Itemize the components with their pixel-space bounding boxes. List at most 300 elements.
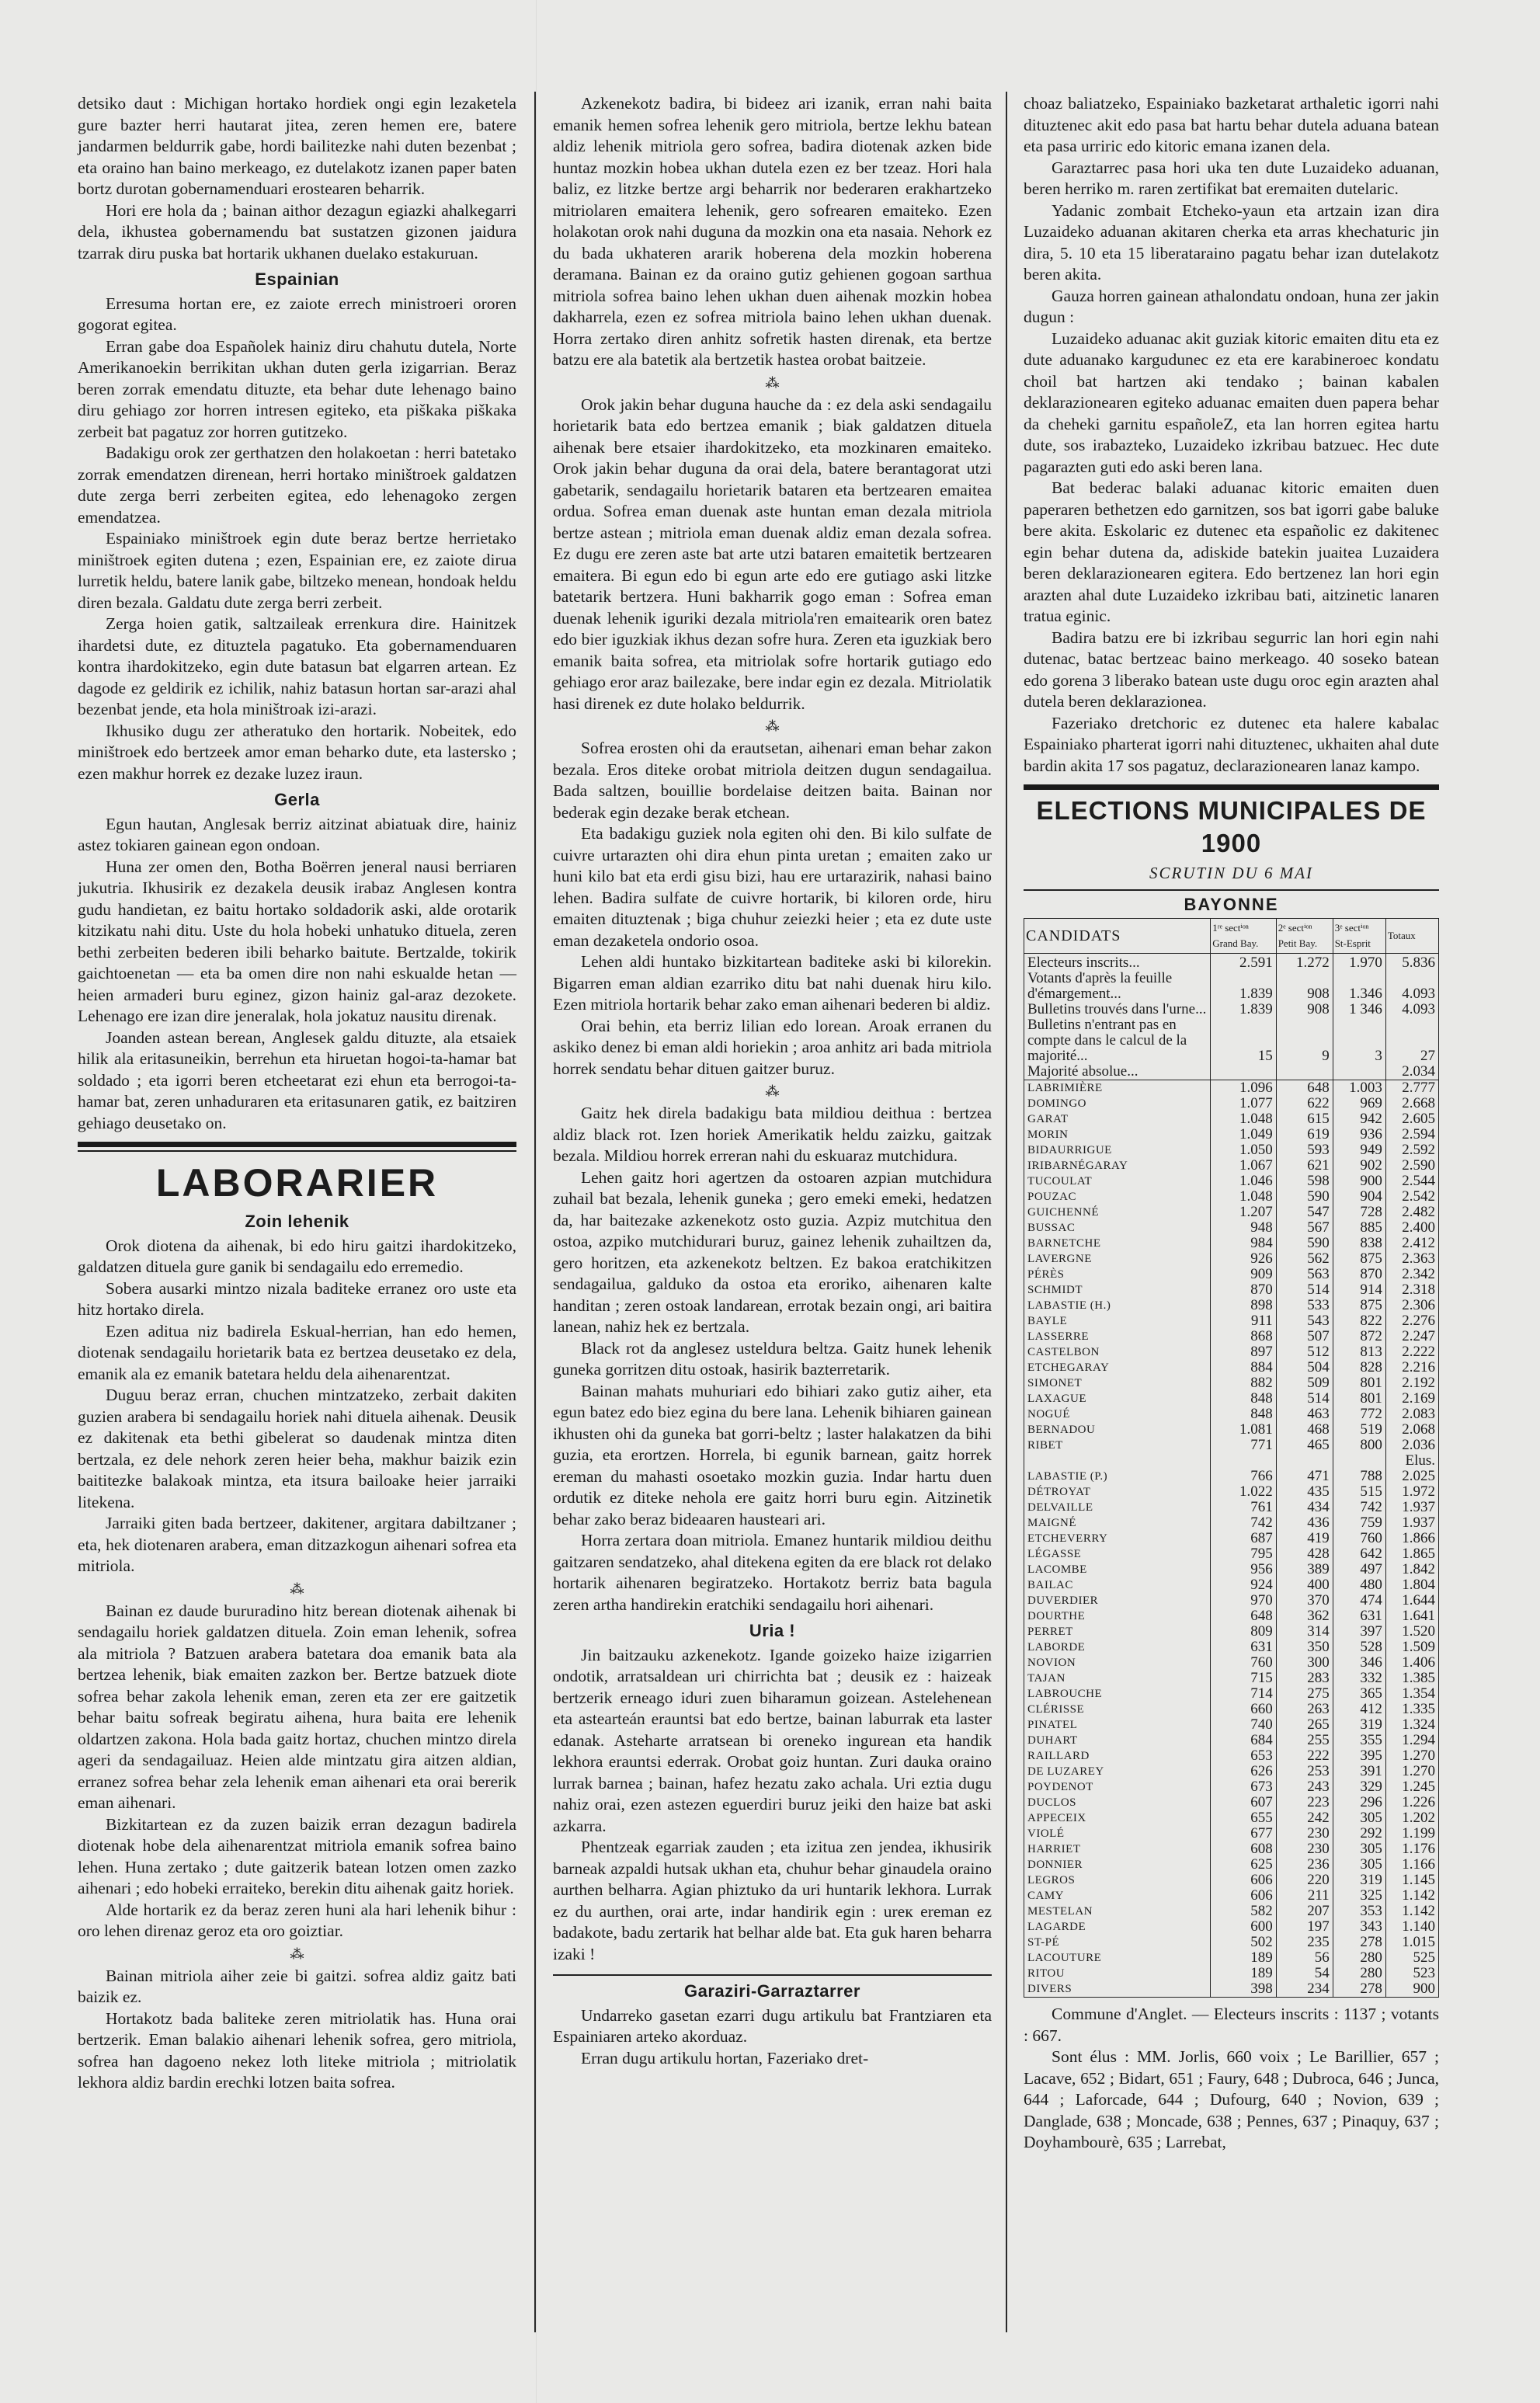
vote-count: 207	[1276, 1904, 1333, 1919]
vote-count: 606	[1211, 1888, 1276, 1904]
vote-count: 507	[1276, 1329, 1333, 1344]
candidate-row	[1024, 1267, 1439, 1282]
vote-count: 434	[1276, 1500, 1333, 1515]
candidate-row	[1024, 1096, 1439, 1111]
vote-count: 242	[1276, 1810, 1333, 1826]
vote-count: 305	[1333, 1810, 1385, 1826]
stats-row	[1024, 954, 1439, 972]
vote-count: 362	[1276, 1608, 1333, 1624]
candidate-name: DUHART	[1024, 1733, 1211, 1748]
candidate-row	[1024, 1873, 1439, 1888]
candidate-name: BARNETCHE	[1024, 1236, 1211, 1251]
paragraph: Eta badakigu guziek nola egiten ohi den. Bi kilo sulfate de cuivre urtarazten ohi dira ehun pinta uretan ; emaiten zako ur huni kilo bat eta erdi gisu bizi, hau ere urtarazirik, nahasi baino lehen. Badira sulfate de cuivre hortarik, bi kiloren orde, hiru emaiten dituztenak ; biga chuhur zeiezki heier ; eta ez dute uste eman dezaketela ondorio osoa.	[553, 824, 992, 950]
vote-count	[1333, 1453, 1385, 1469]
vote-count: 900	[1333, 1174, 1385, 1189]
candidates-body	[1024, 1080, 1439, 1998]
vote-count: 235	[1276, 1935, 1333, 1950]
paragraph: Egun hautan, Anglesak berriz aitzinat abiatuak dire, hainiz astez tokiaren gainean egon ondoan.	[78, 814, 516, 854]
stat-value: 2.591	[1211, 954, 1276, 972]
candidate-row	[1024, 1748, 1439, 1764]
vote-count: 800	[1333, 1438, 1385, 1453]
stat-value: 9	[1276, 1017, 1333, 1064]
candidate-row	[1024, 1981, 1439, 1998]
vote-count: 346	[1333, 1655, 1385, 1671]
vote-count: 1.142	[1385, 1888, 1438, 1904]
vote-count: 2.216	[1385, 1360, 1438, 1375]
vote-count: 2.668	[1385, 1096, 1438, 1111]
vote-count: 353	[1333, 1904, 1385, 1919]
vote-count: 1.142	[1385, 1904, 1438, 1919]
candidate-row	[1024, 1142, 1439, 1158]
vote-count: 1.003	[1333, 1080, 1385, 1097]
vote-count: 523	[1385, 1966, 1438, 1981]
candidate-row	[1024, 1205, 1439, 1220]
vote-count: 1.166	[1385, 1857, 1438, 1873]
paragraph: Azkenekotz badira, bi bideez ari izanik, erran nahi baita emanik hemen sofrea lehenik gero mitriola, bertze lekhu batean aldiz lehenik mitriola gero sofrea, badira diotenak azken bide huntaz mozkin hobea ukhan dutela ezen ez ber tzeaz. Hori hala baliz, ez litzke bertze argi beharrik nor bederaren erakhartzeko mitriolaren emaitera lehenik, gero sofrearen emaiteko. Ezen holakotan orok nahi duguna da mozkin ona eta nasaia. Nehork ez du bada ukhateren ararik hoberena dela mozkin hoberena deramana. Bainan ez da oraino gutiz gehienen gogoan sarthua mitriola sofrea baino lehen ukhan duen aihenak mozkin hobea dakharrela, ezen ez sofrea mitriola baino lehen ukhan duenak. Horra zertako diren anhitz sofretik hasten direnak, eta bertze batzu ere ala batetik ala bertzetik hastea orobat baitzeie.	[553, 94, 992, 369]
vote-count: 1.842	[1385, 1562, 1438, 1577]
election-results-table	[1024, 918, 1439, 1998]
paragraph: Lehen gaitz hori agertzen da ostoaren azpian mutchidura zuhail bat bezala, lehenik guneka ; gero emeki emeki, hedatzen da, har baitezake azkenekotz osto guzia. Azpiz mutchitua den ostoa, azpiko mutchidurari buruz, gainez lehenik zuhailtzen da, gero horitzen, eta azkenekotz beltzen. Ez bakoa eratchikitzen sendagailua, galduko da ostoa eta eroriko, aihenaren kalte handitan ; zeren ostoak landarean, errotak bezain ongi, ari baitira lanean, nahiz hek ez bertzala.	[553, 1167, 992, 1336]
vote-count: 1.335	[1385, 1702, 1438, 1717]
candidate-row	[1024, 1857, 1439, 1873]
vote-count: 389	[1276, 1562, 1333, 1577]
vote-count: 677	[1211, 1826, 1276, 1841]
paragraph: Ezen aditua niz badirela Eskual-herrian, han edo hemen, diotenak sendagailu horietarik bata ez bertzea deusetako ez dela, emanik ala ez emanik batetara heldu dela aihenarentzat.	[78, 1321, 516, 1383]
paragraph: Ikhusiko dugu zer atheratuko den hortarik. Nobeitek, edo miništ​roek edo bertzeek amor eman beharko dute, eta lastersko ; ezen makhur horrek ez dezake luzez iraun.	[78, 721, 516, 783]
vote-count: 648	[1211, 1608, 1276, 1624]
vote-count: 848	[1211, 1407, 1276, 1422]
vote-count: 2.400	[1385, 1220, 1438, 1236]
vote-count: 936	[1333, 1127, 1385, 1142]
candidate-row	[1024, 1733, 1439, 1748]
vote-count: 319	[1333, 1717, 1385, 1733]
vote-count: 2.605	[1385, 1111, 1438, 1127]
vote-count: 2.318	[1385, 1282, 1438, 1298]
vote-count: 54	[1276, 1966, 1333, 1981]
vote-count: 278	[1333, 1981, 1385, 1998]
elections-title: ELECTIONS MUNICIPALES DE 1900	[1036, 796, 1427, 857]
vote-count: 948	[1211, 1220, 1276, 1236]
column-2	[553, 93, 992, 2069]
candidate-name: BERNADOU	[1024, 1422, 1211, 1438]
vote-count: 397	[1333, 1624, 1385, 1640]
candidate-row	[1024, 1282, 1439, 1298]
candidate-name: CAMY	[1024, 1888, 1211, 1904]
vote-count: 563	[1276, 1267, 1333, 1282]
vote-count: 355	[1333, 1733, 1385, 1748]
vote-count: 2.247	[1385, 1329, 1438, 1344]
paragraph: Huna zer omen den, Botha Boërren jeneral nausi berriaren jukutria. Ikhusirik ez dezakela deusik irabaz Anglesen kontra gudu handietan, ez baitu hortako soldadorik aski, alde orotarik kitzikatu nahi ditu. Uste du hola hobeki unhatuko dituela, zeren bethi zerbeiten bederen ibili beharko baitute. Bertzalde, tokirik gaichtoenetan — eta ba omen dire non nahi eskualde hetan — heien armaderi buru eginez, gizon hainiz gal-araz dezokete. Lehenago ere izan dire jeneralak, hola jokatuz nausitu direnak.	[78, 857, 516, 1025]
vote-count: 1.096	[1211, 1080, 1276, 1097]
candidate-row	[1024, 1080, 1439, 1097]
vote-count: 1.226	[1385, 1795, 1438, 1810]
candidate-name: LAXAGUE	[1024, 1391, 1211, 1407]
candidate-row	[1024, 1764, 1439, 1779]
candidate-row	[1024, 1608, 1439, 1624]
vote-count: 642	[1333, 1546, 1385, 1562]
vote-count: 463	[1276, 1407, 1333, 1422]
vote-count: 211	[1276, 1888, 1333, 1904]
vote-count: 653	[1211, 1748, 1276, 1764]
stat-value: 908	[1276, 971, 1333, 1002]
candidate-row	[1024, 1950, 1439, 1966]
header-section-3: 3ᵉ sectⁱᵒⁿ St-Esprit	[1333, 919, 1385, 954]
candidate-name: MAIGNÉ	[1024, 1515, 1211, 1531]
vote-count: 884	[1211, 1360, 1276, 1375]
paragraph: Orok jakin behar duguna hauche da : ez dela aski sendagailu horietarik bata edo bertzea emanik ; biak galdatzen dituela aihenak bere etsaier ihardokitzeko, eta mozkinaren emaiteko. Orok jakin behar duguna da orai dela, batere berantagorat utzi gabetarik, sendagailu horietarik bataren eta bertzearen emaitea ordua. Sofrea eman duenak aste huntan eman dezala mitriola bertze astean ; mitriola eman duenak aldiz eman dezala sofrea. Ez dugu ere zeren aste bat arte utzi bataren emaitetik bertzearen emaitera. Bi egun edo bi egun arte edo ere gutiago aski litzke batetarik bertzera. Huni bakharrik gogo eman : Sofrea eman duenak lehenik iguriki dezala mitriola'ren emaitearik oren batez edo bier iguzkiak ikhus dezan sofre hura. Zeren eta iguzkiak bero emanik baita sofrea, eta mitriolak sofre hortarik gutiago edo gehiago eror araz bailezake, bere indar egin ez dezala. Mitriolatik hasi direnek ez dute holako beldurrik.	[553, 395, 992, 713]
section-heading-espainian: Espainian	[255, 270, 339, 289]
vote-count: 543	[1276, 1313, 1333, 1329]
candidate-name: HARRIET	[1024, 1841, 1211, 1857]
candidate-row	[1024, 1624, 1439, 1640]
stat-value: 15	[1211, 1017, 1276, 1064]
vote-count: 795	[1211, 1546, 1276, 1562]
vote-count: 56	[1276, 1950, 1333, 1966]
candidate-row	[1024, 1344, 1439, 1360]
vote-count: 914	[1333, 1282, 1385, 1298]
vote-count: 875	[1333, 1251, 1385, 1267]
vote-count: 766	[1211, 1469, 1276, 1484]
vote-count: 519	[1333, 1422, 1385, 1438]
vote-count: 788	[1333, 1469, 1385, 1484]
paragraph: Jarraiki giten bada bertzeer, dakitener, argitara dabiltzaner ; eta, hek diotenaren arabera, eman ditzazkogun aihenari sofrea eta mitriola.	[78, 1514, 516, 1575]
stat-value	[1276, 1064, 1333, 1080]
candidate-name: LAVERGNE	[1024, 1251, 1211, 1267]
candidate-row	[1024, 1515, 1439, 1531]
vote-count: 813	[1333, 1344, 1385, 1360]
vote-count: 885	[1333, 1220, 1385, 1236]
candidate-row	[1024, 1453, 1439, 1469]
vote-count: 480	[1333, 1577, 1385, 1593]
vote-count: 1.385	[1385, 1671, 1438, 1686]
vote-count: 809	[1211, 1624, 1276, 1640]
candidate-row	[1024, 1407, 1439, 1422]
candidate-name: NOGUÉ	[1024, 1407, 1211, 1422]
vote-count: 514	[1276, 1282, 1333, 1298]
candidate-name: DOURTHE	[1024, 1608, 1211, 1624]
paragraph: Espainiako miništ​roek egin dute beraz bertze herrietako miništ​roek egiten dutena ; ezen, Espainian ere, ez zaiote dirua lurretik heldu, batere lanik gabe, biltzeko menean, hondoak heldu diren bezala. Galdatu dute zerga berri zerbeit.	[78, 529, 516, 612]
vote-count: 189	[1211, 1950, 1276, 1966]
candidate-name: LABRIMIÈRE	[1024, 1080, 1211, 1097]
column-rule-2	[1006, 92, 1007, 2332]
vote-count: 2.192	[1385, 1375, 1438, 1391]
vote-count: 502	[1211, 1935, 1276, 1950]
vote-count: 2.363	[1385, 1251, 1438, 1267]
vote-count: 600	[1211, 1919, 1276, 1935]
candidate-row	[1024, 1935, 1439, 1950]
stats-row	[1024, 971, 1439, 1002]
candidate-name: LABROUCHE	[1024, 1686, 1211, 1702]
vote-count: 673	[1211, 1779, 1276, 1795]
vote-count: 625	[1211, 1857, 1276, 1873]
vote-count: 626	[1211, 1764, 1276, 1779]
anglet-elected: Sont élus : MM. Jorlis, 660 voix ; Le Barillier, 657 ; Lacave, 652 ; Bidart, 651 ; Faury, 648 ; Dubroca, 646 ; Junca, 644 ; Laforcade, 644 ; Dufourg, 640 ; Novion, 639 ; Danglade, 638 ; Moncade, 638 ; Pennes, 637 ; Pinaquy, 637 ; Doyhambourè, 635 ; Larrebat,	[1024, 2047, 1439, 2151]
paragraph: Sofrea erosten ohi da erautsetan, aihenari eman behar zakon bezala. Eros diteke orobat mitriola deitzen dugun sendagailua. Bada saltzen, bouillie bordelaise deitzen baita. Bainan nor bederak egin dezake berak etchean.	[553, 739, 992, 822]
stat-label: Votants d'après la feuille d'émargement...	[1024, 971, 1211, 1002]
paragraph: Orai behin, eta berriz lilian edo lorean. Aroak erranen du askiko denez bi eman aldi horiekin ; aroa anhitz ari bada mitriola horrek sendatu behar dituen gaitzer buruz.	[553, 1016, 992, 1078]
section-heading-garazi: Garaziri-Garraztarrer	[553, 1974, 992, 2002]
vote-count: 391	[1333, 1764, 1385, 1779]
candidate-name: IRIBARNÉGARAY	[1024, 1158, 1211, 1174]
candidate-name: LACOMBE	[1024, 1562, 1211, 1577]
vote-count: 275	[1276, 1686, 1333, 1702]
candidate-row	[1024, 1826, 1439, 1841]
candidate-row	[1024, 1888, 1439, 1904]
vote-count: 606	[1211, 1873, 1276, 1888]
table-header-row	[1024, 919, 1439, 954]
vote-count: 760	[1333, 1531, 1385, 1546]
candidate-name: CLÉRISSE	[1024, 1702, 1211, 1717]
vote-count	[1276, 1453, 1333, 1469]
candidate-name: DUVERDIER	[1024, 1593, 1211, 1608]
vote-count: 1.937	[1385, 1515, 1438, 1531]
paragraph: Duguu beraz erran, chuchen mintzatzeko, zerbait dakiten guzien arabera bi sendagailu horiek nahi dituela aihenak. Deusik ez dakitenak eta bethi gibelerat so daudenak mintza diten bertzala, ez dele nehork zeren heier beha, makhur baizik ezin baititezke balakoak mintza, eta itsura bailoake heier jarraiki litekena.	[78, 1386, 516, 1511]
candidate-name: ST-PÉ	[1024, 1935, 1211, 1950]
section-rule	[78, 1142, 516, 1147]
vote-count: 515	[1333, 1484, 1385, 1500]
paragraph: Zerga hoien gatik, saltzaileak errenkura dire. Hainitzek ihardetsi dute, ez dituztela pagatuko. Eta gobernamenduaren kontra ihardokitzeko, egin dute batasun bat elgarren artean. Ez dagode ez geldirik ez ichilik, nahiz batasun hortan sar-arazi ahal bezenbat jende, eta hola miništ​roak izi-arazi.	[78, 614, 516, 718]
stat-label: Majorité absolue...	[1024, 1064, 1211, 1080]
vote-count: 924	[1211, 1577, 1276, 1593]
stat-value: 27	[1385, 1017, 1438, 1064]
candidate-name	[1024, 1453, 1211, 1469]
vote-count: 319	[1333, 1873, 1385, 1888]
vote-count: 590	[1276, 1236, 1333, 1251]
vote-count: 1.176	[1385, 1841, 1438, 1857]
candidate-name: CASTELBON	[1024, 1344, 1211, 1360]
vote-count: 801	[1333, 1391, 1385, 1407]
vote-count: 619	[1276, 1127, 1333, 1142]
candidate-name: NOVION	[1024, 1655, 1211, 1671]
candidate-row	[1024, 1329, 1439, 1344]
vote-count: 648	[1276, 1080, 1333, 1097]
candidate-name: GARAT	[1024, 1111, 1211, 1127]
paragraph: Erresuma hortan ere, ez zaiote errech ministroeri ororen gogorat egitea.	[78, 294, 516, 334]
column-1	[78, 93, 516, 2094]
stat-label: Bulletins n'entrant pas en compte dans le calcul de la majorité...	[1024, 1017, 1211, 1064]
paragraph: Alde hortarik ez da beraz zeren huni ala hari lehenik bihur : oro lehen direnaz geroz eta oro goiztiar.	[78, 1900, 516, 1940]
candidate-name: TAJAN	[1024, 1671, 1211, 1686]
stat-value	[1211, 1064, 1276, 1080]
stats-body	[1024, 954, 1439, 1080]
vote-count: 984	[1211, 1236, 1276, 1251]
candidate-row	[1024, 1702, 1439, 1717]
vote-count: 1.972	[1385, 1484, 1438, 1500]
vote-count: 759	[1333, 1515, 1385, 1531]
stat-label: Bulletins trouvés dans l'urne...	[1024, 1002, 1211, 1017]
vote-count: 230	[1276, 1841, 1333, 1857]
vote-count: 398	[1211, 1981, 1276, 1998]
vote-count: 904	[1333, 1189, 1385, 1205]
stat-value: 1 346	[1333, 1002, 1385, 1017]
divider	[1024, 889, 1439, 891]
vote-count: 2.025	[1385, 1469, 1438, 1484]
paragraph: Bizkitartean ez da zuzen baizik erran dezagun badirela diotenak hobe dela aihenarentzat mitriola emanik sofrea baino lehen. Huna zertako ; dute gaitzerik batean lotzen omen zazko aihenari ; edo hobeki erraiteko, berekin ditu aihenak gaitz horiek.	[78, 1814, 516, 1897]
vote-count: 332	[1333, 1671, 1385, 1686]
candidate-row	[1024, 1360, 1439, 1375]
candidate-row	[1024, 1546, 1439, 1562]
vote-count: 465	[1276, 1438, 1333, 1453]
vote-count: 590	[1276, 1189, 1333, 1205]
vote-count: 582	[1211, 1904, 1276, 1919]
candidate-row	[1024, 1189, 1439, 1205]
vote-count: 1.199	[1385, 1826, 1438, 1841]
vote-count: 468	[1276, 1422, 1333, 1438]
stats-row	[1024, 1064, 1439, 1080]
vote-count: 471	[1276, 1469, 1333, 1484]
asterism-icon: ⁂	[765, 374, 780, 391]
vote-count: 428	[1276, 1546, 1333, 1562]
candidate-name: VIOLÉ	[1024, 1826, 1211, 1841]
vote-count: 236	[1276, 1857, 1333, 1873]
candidate-name: RITOU	[1024, 1966, 1211, 1981]
candidate-name: LASSERRE	[1024, 1329, 1211, 1344]
candidate-name: PERRET	[1024, 1624, 1211, 1640]
candidate-name: APPECEIX	[1024, 1810, 1211, 1826]
vote-count: 533	[1276, 1298, 1333, 1313]
vote-count: 1.050	[1211, 1142, 1276, 1158]
vote-count: 1.520	[1385, 1624, 1438, 1640]
paragraph: Joanden astean berean, Anglesek galdu dituzte, ala etsaiek hilik ala eritasuneikin, berrehun eta hiruetan hogoi-ta-hamar bat soldado ; eta igorri beren etcheetarat ezi ehun eta berrogoi-ta-hamar bat, zeren unhaduraren eta eritasunaren gatik, ez baitziren gehiago deusetako on.	[78, 1028, 516, 1132]
vote-count: 1.644	[1385, 1593, 1438, 1608]
vote-count: 882	[1211, 1375, 1276, 1391]
candidate-row	[1024, 1531, 1439, 1546]
candidate-row	[1024, 1671, 1439, 1686]
stat-value: 908	[1276, 1002, 1333, 1017]
vote-count: 512	[1276, 1344, 1333, 1360]
vote-count: 949	[1333, 1142, 1385, 1158]
vote-count: 970	[1211, 1593, 1276, 1608]
candidate-name: DELVAILLE	[1024, 1500, 1211, 1515]
vote-count: 631	[1333, 1608, 1385, 1624]
candidate-row	[1024, 1779, 1439, 1795]
vote-count: 902	[1333, 1158, 1385, 1174]
vote-count: 1.067	[1211, 1158, 1276, 1174]
candidate-name: BAYLE	[1024, 1313, 1211, 1329]
candidate-row	[1024, 1174, 1439, 1189]
stat-value: 1.839	[1211, 971, 1276, 1002]
vote-count: 474	[1333, 1593, 1385, 1608]
vote-count: 740	[1211, 1717, 1276, 1733]
vote-count: 870	[1333, 1267, 1385, 1282]
paragraph: Lehen aldi huntako bizkitartean baditeke aski bi kilorekin. Bigarren eman aldian ezarriko ditu bat nahi duenak hiru kilo. Ezen mitriola hortarik behar zako eman aihenari bederen bi aldiz.	[553, 952, 992, 1014]
paragraph: detsiko daut : Michigan hortako hordiek ongi egin lezaketela gure bazter herri hautarat jitea, zeren hemen ere, batere jandarmen beldurrik gabe, hordi bailitezke nahi duten bezenbat ; eta oraino han baino merkeago, ez dutelakotz izanen paper baten bortz durotan gobernamenduari erostearen beharrik.	[78, 94, 516, 198]
vote-count: 220	[1276, 1873, 1333, 1888]
candidate-name: RAILLARD	[1024, 1748, 1211, 1764]
vote-count: 370	[1276, 1593, 1333, 1608]
vote-count: 395	[1333, 1748, 1385, 1764]
stats-row	[1024, 1002, 1439, 1017]
candidate-name: GUICHENNÉ	[1024, 1205, 1211, 1220]
vote-count: 1.048	[1211, 1111, 1276, 1127]
vote-count: 222	[1276, 1748, 1333, 1764]
candidate-name: DUCLOS	[1024, 1795, 1211, 1810]
candidate-row	[1024, 1127, 1439, 1142]
vote-count: 314	[1276, 1624, 1333, 1640]
stat-value: 1.272	[1276, 954, 1333, 972]
paragraph: Luzaideko aduanac akit guziak kitoric emaiten ditu eta ez dute aduanako kargudunec ez eta ere karabineroec kondatu choil bat hartzen aki tendako ; bainan kabalen deklarazionearen egiteko aduanac emaiten duen papera behar da cheheki garnitu españoleZ, eta lan horren egitea hartu dute, sos irabazteko, Luzaideko izkribau batzuec. Hec dute pagarazten guti edo aski beren lana.	[1024, 329, 1439, 476]
vote-count: 1.406	[1385, 1655, 1438, 1671]
vote-count: 1.015	[1385, 1935, 1438, 1950]
paragraph: Erran gabe doa Españolek hainiz diru chahutu dutela, Norte Amerikanoekin berrikitan ukhan duten gerla izigarrian. Beraz beren zorrak emendatu dituzte, eta behar dute lehenago baino diru gehiago zor horren intresen egiteko, eta piškaka piškaka zerbeit bat pagatuz zor horren gutitzeko.	[78, 336, 516, 441]
vote-count: 2.276	[1385, 1313, 1438, 1329]
candidate-name: BIDAURRIGUE	[1024, 1142, 1211, 1158]
candidate-row	[1024, 1717, 1439, 1733]
vote-count: 325	[1333, 1888, 1385, 1904]
candidate-name: LABORDE	[1024, 1640, 1211, 1655]
vote-count: 350	[1276, 1640, 1333, 1655]
vote-count	[1211, 1453, 1276, 1469]
paragraph: Bat bederac balaki aduanac kitoric emaiten duen paperaren bethetzen edo garnitzen, sos bat igorri gabe baluke bere akita. Eskolaric ez dutenec eta españolic ez dakitenec egin behar dutena da, adiskide batekin juaitea Luzaidera beren deklarazionearen egitera. Edo bertzenez lan hori egin arazten ahal dute Luzaideko izkribau bati, aitzinetic lanaren tratua eginic.	[1024, 478, 1439, 625]
vote-count: 761	[1211, 1500, 1276, 1515]
vote-count: 1.937	[1385, 1500, 1438, 1515]
header-totaux: Totaux	[1385, 919, 1438, 954]
candidate-name: ETCHEGARAY	[1024, 1360, 1211, 1375]
paragraph: Phentzeak egarriak zauden ; eta izitua zen jendea, ikhusirik barneak azpaldi hutsak ukhan eta, chuhur behar ginaudela oraino aurthen belharra. Agian phiztuko da uri huntarik lekhora. Lurrak ez du aurthen, orai arte, indar handirik egin : ureк ereman ez badakote, badu zertarik hat belhar alde bat. Eta guk haren beharra izaki !	[553, 1838, 992, 1963]
candidate-row	[1024, 1391, 1439, 1407]
vote-count: 1.865	[1385, 1546, 1438, 1562]
vote-count: 760	[1211, 1655, 1276, 1671]
vote-count: 822	[1333, 1313, 1385, 1329]
vote-count: 942	[1333, 1111, 1385, 1127]
candidate-row	[1024, 1251, 1439, 1267]
stat-value: 4.093	[1385, 971, 1438, 1002]
section-rule-thin	[78, 1150, 516, 1152]
vote-count: 1.641	[1385, 1608, 1438, 1624]
vote-count: 296	[1333, 1795, 1385, 1810]
vote-count: 1.324	[1385, 1717, 1438, 1733]
candidate-row	[1024, 1111, 1439, 1127]
bayonne-heading: BAYONNE	[1184, 894, 1279, 914]
candidate-row	[1024, 1593, 1439, 1608]
vote-count: 2.482	[1385, 1205, 1438, 1220]
vote-count: 528	[1333, 1640, 1385, 1655]
vote-count: 1.145	[1385, 1873, 1438, 1888]
candidate-row	[1024, 1484, 1439, 1500]
vote-count: 875	[1333, 1298, 1385, 1313]
vote-count: 838	[1333, 1236, 1385, 1251]
vote-count: 728	[1333, 1205, 1385, 1220]
stat-value: 3	[1333, 1017, 1385, 1064]
candidate-name: BUSSAC	[1024, 1220, 1211, 1236]
candidate-row	[1024, 1841, 1439, 1857]
vote-count: 1.049	[1211, 1127, 1276, 1142]
asterism-icon: ⁂	[290, 1581, 304, 1597]
vote-count: 2.342	[1385, 1267, 1438, 1282]
paragraph: Undarreko gasetan ezarri dugu artikulu bat Frantziaren eta Espainiaren arteko akorduaz.	[553, 2005, 992, 2046]
paragraph: Badakigu orok zer gerthatzen den holakoetan : herri batetako zorrak emendatzen direnean, herri hortako miništ​roek galdatzen dute zerga berri zerbeiten egitea, edo lehenagoko zergen emendatzea.	[78, 443, 516, 527]
vote-count: 909	[1211, 1267, 1276, 1282]
asterism-icon: ⁂	[765, 718, 780, 734]
candidate-name: LÉGASSE	[1024, 1546, 1211, 1562]
vote-count: 911	[1211, 1313, 1276, 1329]
candidate-row	[1024, 1686, 1439, 1702]
stat-value: 5.836	[1385, 954, 1438, 972]
stat-value: 1.970	[1333, 954, 1385, 972]
candidate-row	[1024, 1422, 1439, 1438]
candidate-name: DIVERS	[1024, 1981, 1211, 1998]
vote-count: 684	[1211, 1733, 1276, 1748]
vote-count: 305	[1333, 1857, 1385, 1873]
paragraph: Badira batzu ere bi izkribau segurric lan hori egin nahi dutenac, batac bertzeac baino merkeago. 40 soseko batean edo gorena 3 liberako batean uste dugu oroc egin arazten ahal dutela beren deklarazionea.	[1024, 628, 1439, 711]
candidate-row	[1024, 1236, 1439, 1251]
vote-count: 956	[1211, 1562, 1276, 1577]
candidate-name: TUCOULAT	[1024, 1174, 1211, 1189]
candidate-name: LEGROS	[1024, 1873, 1211, 1888]
vote-count: 2.222	[1385, 1344, 1438, 1360]
vote-count: 897	[1211, 1344, 1276, 1360]
vote-count: 2.777	[1385, 1080, 1438, 1097]
